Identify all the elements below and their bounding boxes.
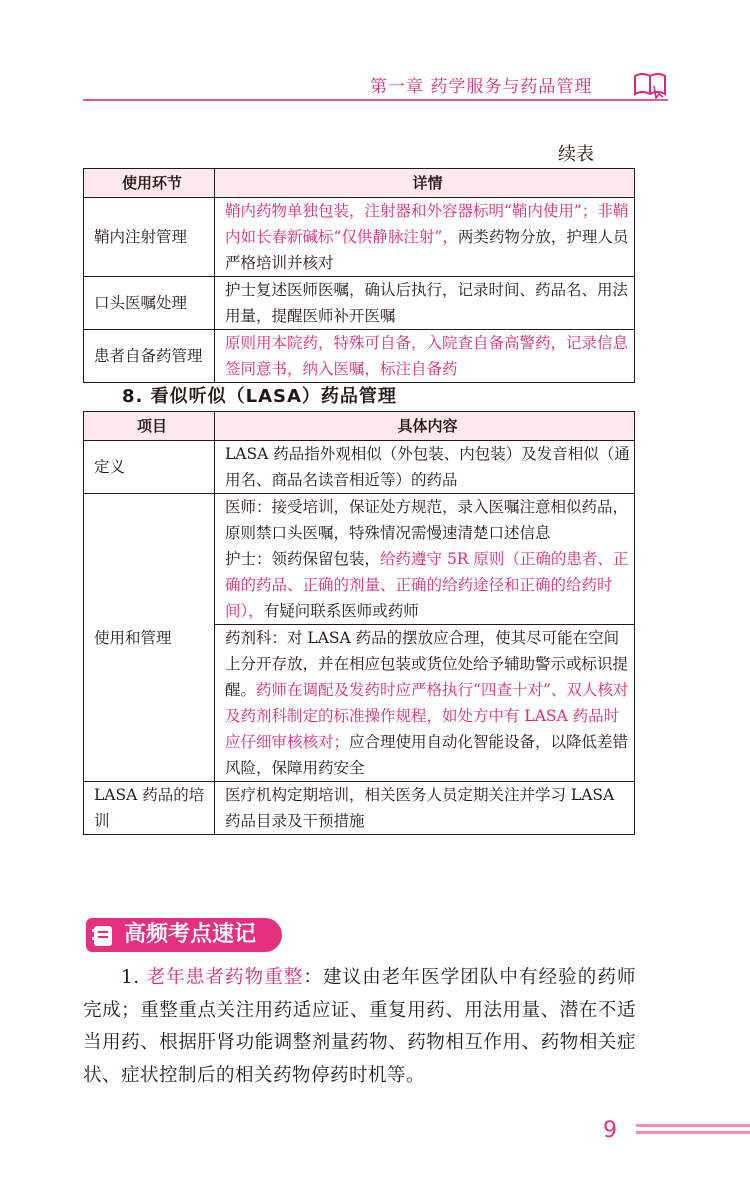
table-usage-details xyxy=(83,168,635,383)
pharmacy-tail: 应合理使用自动化智能设备，以降低差错风险，保障用药安全 xyxy=(225,733,629,777)
highlight-text: 给药遵守 5R 原则（正确的患者、正确的药品、正确的剂量、正确的给药途径和正确的给药时间）， xyxy=(225,550,629,620)
section-badge xyxy=(86,918,282,952)
row-label: 鞘内注射管理 xyxy=(84,198,215,277)
row-detail: LASA 药品指外观相似（外包装、内包装）及发音相似（通用名、商品名读音相近等）的药品 xyxy=(215,441,635,494)
nurse-tail: 有疑问联系医师或药师 xyxy=(263,602,419,620)
paragraph-text: ：建议由老年医学团队中有经验的药师完成；重整重点关注用药适应证、重复用药、用法用量、潜在不适当用药、根据肝肾功能调整剂量药物、药物相互作用、药物相关症状、症状控制后的相关药物停药时机等。 xyxy=(83,967,636,1086)
running-header-title: 第一章 药学服务与药品管理 xyxy=(370,77,593,97)
paragraph xyxy=(83,962,636,1092)
row-label: LASA 药品的培训 xyxy=(84,782,215,835)
row-detail: 护士复述医师医嘱，确认后执行，记录时间、药品名、用法用量，提醒医师补开医嘱 xyxy=(215,277,635,330)
pharmacy-text: 药剂科：对 LASA 药品的摆放应合理，使其尽可能在空间上分开存放，并在相应包装或货位处给予辅助警示或标识提醒。 xyxy=(225,629,629,699)
book-icon xyxy=(632,70,668,100)
table-header-row xyxy=(84,169,635,198)
row-label: 口头医嘱处理 xyxy=(84,277,215,330)
footer-bar xyxy=(636,1124,750,1127)
table-header-row xyxy=(84,412,635,441)
table-row xyxy=(84,441,635,494)
table-row xyxy=(84,782,635,835)
row-detail xyxy=(215,625,635,782)
continued-label: 续表 xyxy=(558,144,594,165)
table-header-cell: 具体内容 xyxy=(215,412,635,441)
section-heading: 8. 看似听似（LASA）药品管理 xyxy=(122,386,397,407)
table-header-cell: 项目 xyxy=(84,412,215,441)
nurse-text xyxy=(225,546,630,624)
row-label: 患者自备药管理 xyxy=(84,330,215,383)
nurse-intro: 护士：领药保留包装， xyxy=(225,550,381,568)
row-detail: 医疗机构定期培训，相关医务人员定期关注并学习 LASA 药品目录及干预措施 xyxy=(215,782,635,835)
header-rule xyxy=(83,99,668,101)
row-detail xyxy=(215,198,635,277)
doctor-text: 医师：接受培训，保证处方规范，录入医嘱注意相似药品，原则禁口头医嘱，特殊情况需慢速清楚口述信息 xyxy=(225,498,629,542)
highlight-text: 老年患者药物重整 xyxy=(146,967,304,988)
highlight-text: 鞘内药物单独包装，注射器和外容器标明“鞘内使用”；非鞘内如长春新碱标“仅供静脉注射”， xyxy=(225,202,629,246)
row-label: 使用和管理 xyxy=(84,494,215,782)
row-label: 定义 xyxy=(84,441,215,494)
badge-label: 高频考点速记 xyxy=(124,922,257,947)
table-lasa xyxy=(83,411,635,835)
table-header-cell: 详情 xyxy=(215,169,635,198)
note-icon xyxy=(90,922,118,948)
row-detail xyxy=(215,494,635,625)
highlight-text: 药师在调配及发药时应严格执行“四查十对”、双人核对及药剂科制定的标准操作规程，如处方中有 LASA 药品时应仔细审核核对； xyxy=(225,681,629,751)
item-number: 1. xyxy=(121,967,140,988)
page-number: 9 xyxy=(603,1118,617,1143)
detail-text: 两类药物分放，护理人员严格培训并核对 xyxy=(225,228,629,272)
footer-bar xyxy=(636,1131,750,1134)
table-row xyxy=(84,330,635,383)
table-header-cell: 使用环节 xyxy=(84,169,215,198)
table-row xyxy=(84,494,635,625)
table-row xyxy=(84,277,635,330)
table-row xyxy=(84,198,635,277)
row-detail: 原则用本院药，特殊可自备，入院查自备高警药，记录信息签同意书，纳入医嘱，标注自备药 xyxy=(215,330,635,383)
